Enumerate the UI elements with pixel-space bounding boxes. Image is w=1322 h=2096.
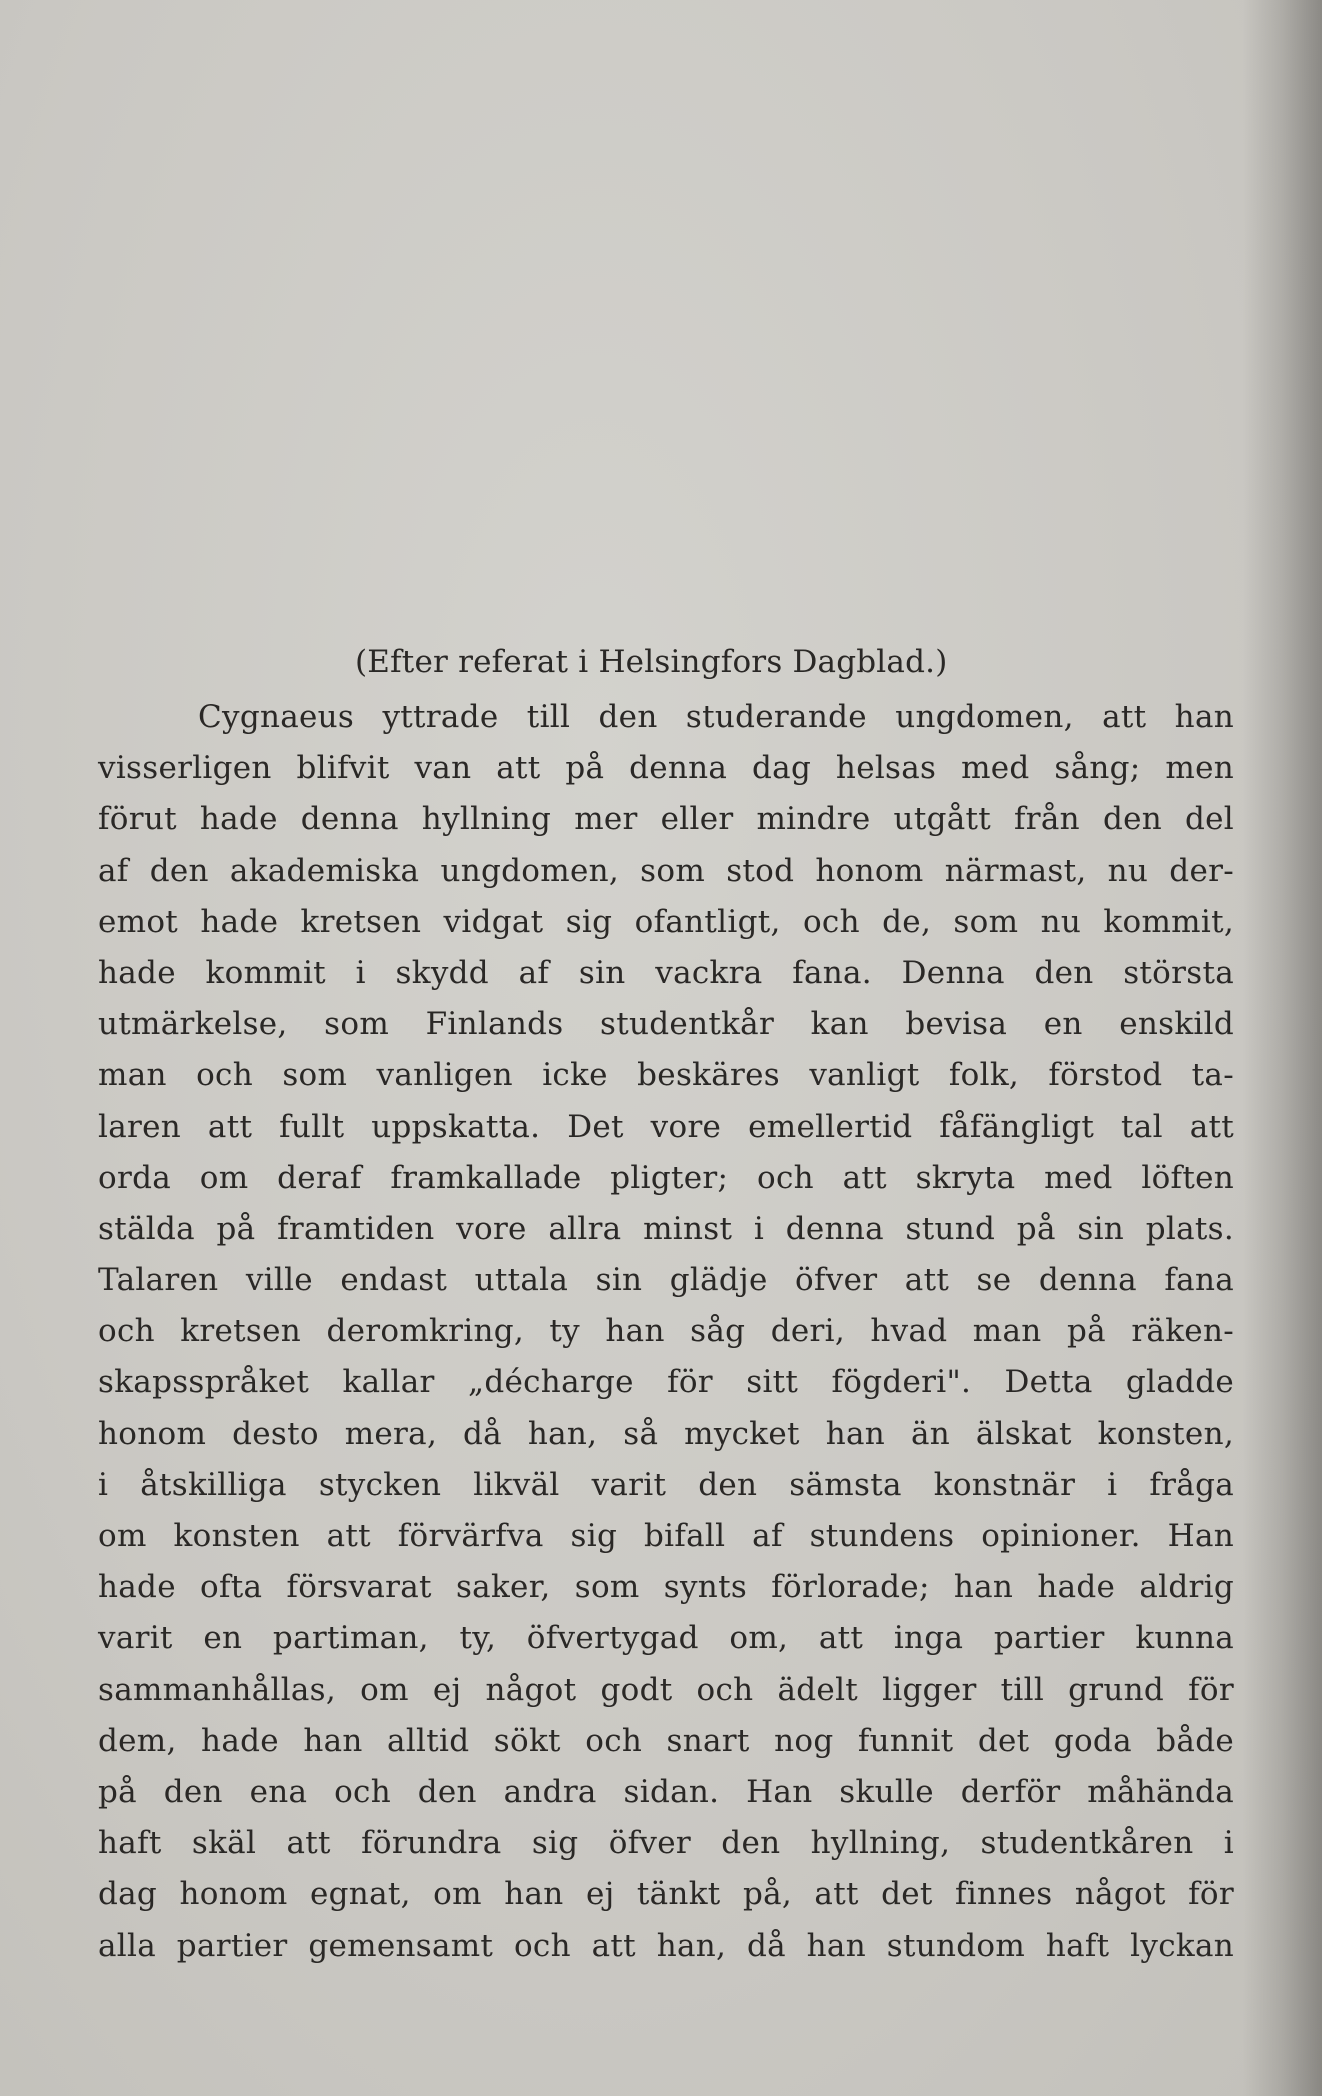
text-line: visserligen blifvit van att på denna dag helsas med sång; men [98,750,1234,787]
text-line: honom desto mera, då han, så mycket han än älskat konsten, [98,1415,1234,1452]
text-line: stälda på framtiden vore allra minst i denna stund på sin plats. [98,1210,1234,1247]
text-line: hade ofta försvarat saker, som synts förlorade; han hade aldrig [98,1569,1234,1606]
text-line: man och som vanligen icke beskäres vanligt folk, förstod ta- [98,1057,1234,1094]
text-line: orda om deraf framkallade pligter; och att skryta med löften [98,1159,1234,1196]
text-line: om konsten att förvärfva sig bifall af stundens opinioner. Han [98,1518,1234,1554]
text-line: Talaren ville endast uttala sin glädje öfver att se denna fana [98,1262,1234,1299]
text-line: på den ena och den andra sidan. Han skulle derför måhända [98,1773,1234,1810]
text-line: laren att fullt uppskatta. Det vore emellertid fåfängligt tal att [98,1108,1234,1145]
text-line: haft skäl att förundra sig öfver den hyllning, studentkåren i [98,1825,1234,1862]
text-line: dem, hade han alltid sökt och snart nog funnit det goda både [98,1722,1234,1759]
text-line: Cygnaeus yttrade till den studerande ungdomen, att han [198,699,1234,735]
text-line: dag honom egnat, om han ej tänkt på, att det finnes något för [98,1876,1234,1913]
text-line: sammanhållas, om ej något godt och ädelt ligger till grund för [98,1671,1234,1708]
text-line: utmärkelse, som Finlands studentkår kan bevisa en enskild [98,1006,1234,1043]
text-line: skapsspråket kallar „décharge för sitt fögderi". Detta gladde [98,1364,1234,1401]
text-line: förut hade denna hyllning mer eller mindre utgått från den del [98,801,1234,838]
text-line: emot hade kretsen vidgat sig ofantligt, och de, som nu kommit, [98,903,1234,940]
text-line: varit en partiman, ty, öfvertygad om, att inga partier kunna [98,1620,1234,1657]
text-line: alla partier gemensamt och att han, då han stundom haft lyckan [98,1927,1234,1964]
text-line: af den akademiska ungdomen, som stod honom närmast, nu der- [98,852,1234,889]
text-line: och kretsen deromkring, ty han såg deri, hvad man på räken- [98,1313,1234,1350]
source-note: (Efter referat i Helsingfors Dagblad.) [355,644,948,680]
text-line: i åtskilliga stycken likväl varit den sämsta konstnär i fråga [98,1466,1234,1503]
body-paragraph [98,692,1234,1972]
text-line: hade kommit i skydd af sin vackra fana. Denna den största [98,954,1234,991]
